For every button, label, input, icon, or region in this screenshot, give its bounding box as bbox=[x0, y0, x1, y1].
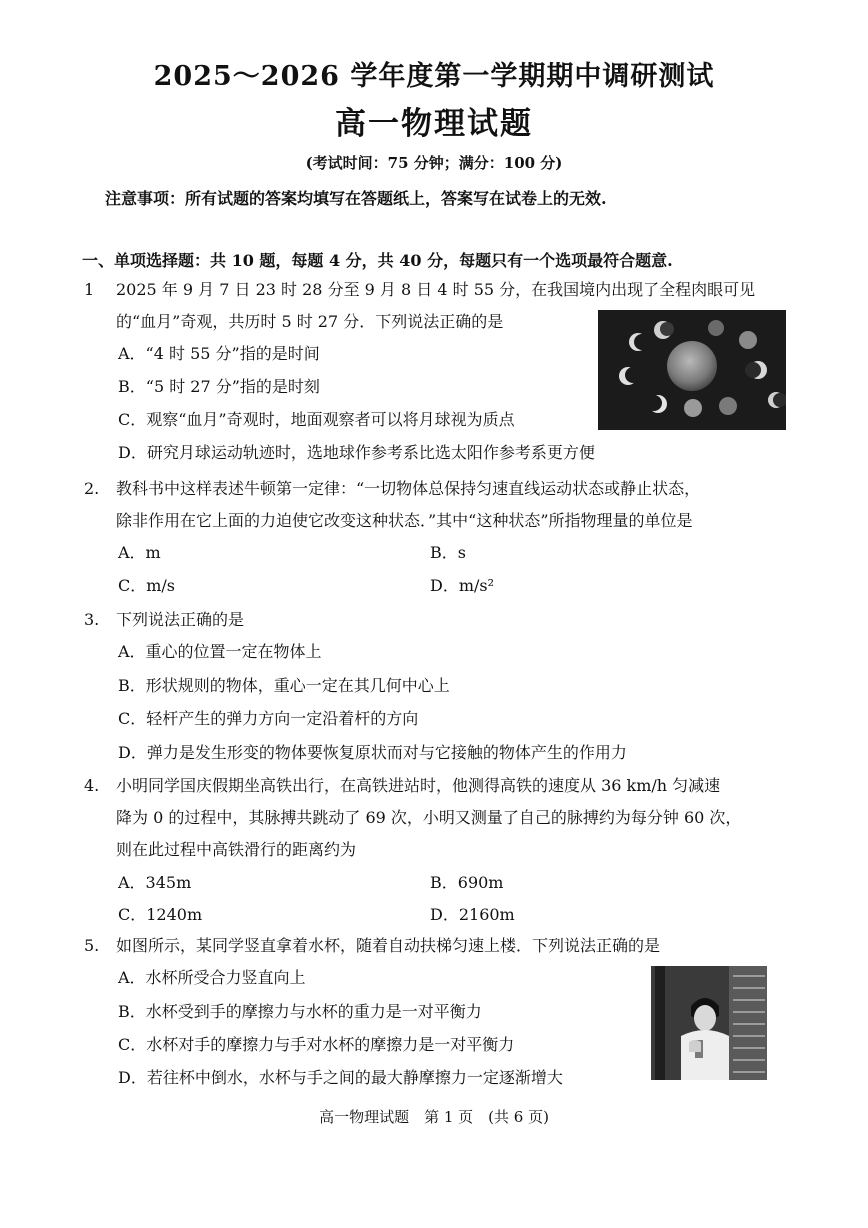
question-text: 的“血月”奇观，共历时 5 时 27 分．下列说法正确的是 bbox=[116, 312, 504, 331]
option-b: B．形状规则的物体，重心一定在其几何中心上 bbox=[118, 676, 450, 695]
blood-moon-photo bbox=[598, 310, 786, 430]
option-c: C．m/s bbox=[118, 576, 176, 595]
option-a: A．“4 时 55 分”指的是时间 bbox=[118, 344, 320, 363]
question-number: 1 bbox=[84, 280, 95, 299]
option-c: C．水杯对手的摩擦力与手对水杯的摩擦力是一对平衡力 bbox=[118, 1035, 515, 1054]
notice: 注意事项：所有试题的答案均填写在答题纸上，答案写在试卷上的无效. bbox=[105, 189, 607, 208]
exam-title-line1: 2025～2026 学年度第一学期期中调研测试 bbox=[153, 61, 715, 92]
option-c: C．1240m bbox=[118, 905, 203, 924]
option-b: B．690m bbox=[430, 873, 504, 892]
question-text: 降为 0 的过程中，其脉搏共跳动了 69 次，小明又测量了自己的脉搏约为每分钟 60 次， bbox=[116, 808, 742, 827]
option-d: D．若往杯中倒水，水杯与手之间的最大静摩擦力一定逐渐增大 bbox=[118, 1068, 563, 1087]
escalator-photo bbox=[651, 966, 767, 1080]
section-heading: 一、单项选择题：共 10 题，每题 4 分，共 40 分，每题只有一个选项最符合题意. bbox=[82, 251, 673, 270]
question-text: 2025 年 9 月 7 日 23 时 28 分至 9 月 8 日 4 时 55 分，在我国境内出现了全程肉眼可见 bbox=[116, 280, 756, 299]
question-number: 5. bbox=[84, 936, 100, 955]
question-text: 则在此过程中高铁滑行的距离约为 bbox=[116, 840, 357, 859]
option-d: D．弹力是发生形变的物体要恢复原状而对与它接触的物体产生的作用力 bbox=[118, 743, 627, 762]
page-footer: 高一物理试题 第 1 页 (共 6 页) bbox=[319, 1108, 549, 1126]
exam-info: (考试时间：75 分钟；满分：100 分) bbox=[305, 154, 563, 172]
blood-moon-illustration bbox=[598, 310, 786, 430]
escalator-illustration bbox=[651, 966, 767, 1080]
option-b: B．水杯受到手的摩擦力与水杯的重力是一对平衡力 bbox=[118, 1002, 482, 1021]
option-d: D．m/s² bbox=[430, 576, 495, 595]
option-a: A．水杯所受合力竖直向上 bbox=[118, 968, 306, 987]
option-d: D．研究月球运动轨迹时，选地球作参考系比选太阳作参考系更方便 bbox=[118, 443, 595, 462]
question-text: 除非作用在它上面的力迫使它改变这种状态．”其中“这种状态”所指物理量的单位是 bbox=[116, 511, 693, 530]
question-text: 教科书中这样表述牛顿第一定律：“一切物体总保持匀速直线运动状态或静止状态， bbox=[116, 479, 701, 498]
option-a: A．345m bbox=[118, 873, 192, 892]
question-number: 4. bbox=[84, 776, 100, 795]
option-b: B．s bbox=[430, 543, 466, 562]
exam-title-line2: 高一物理试题 bbox=[335, 106, 533, 142]
question-number: 2. bbox=[84, 479, 100, 498]
question-text: 如图所示，某同学竖直拿着水杯，随着自动扶梯匀速上楼．下列说法正确的是 bbox=[116, 936, 661, 955]
option-a: A．m bbox=[118, 543, 161, 562]
option-c: C．观察“血月”奇观时，地面观察者可以将月球视为质点 bbox=[118, 410, 515, 429]
option-c: C．轻杆产生的弹力方向一定沿着杆的方向 bbox=[118, 709, 419, 728]
question-text: 下列说法正确的是 bbox=[116, 610, 245, 629]
option-d: D．2160m bbox=[430, 905, 515, 924]
option-b: B．“5 时 27 分”指的是时刻 bbox=[118, 377, 320, 396]
option-a: A．重心的位置一定在物体上 bbox=[118, 642, 322, 661]
question-text: 小明同学国庆假期坐高铁出行，在高铁进站时，他测得高铁的速度从 36 km/h 匀减速 bbox=[116, 776, 721, 795]
question-number: 3. bbox=[84, 610, 100, 629]
